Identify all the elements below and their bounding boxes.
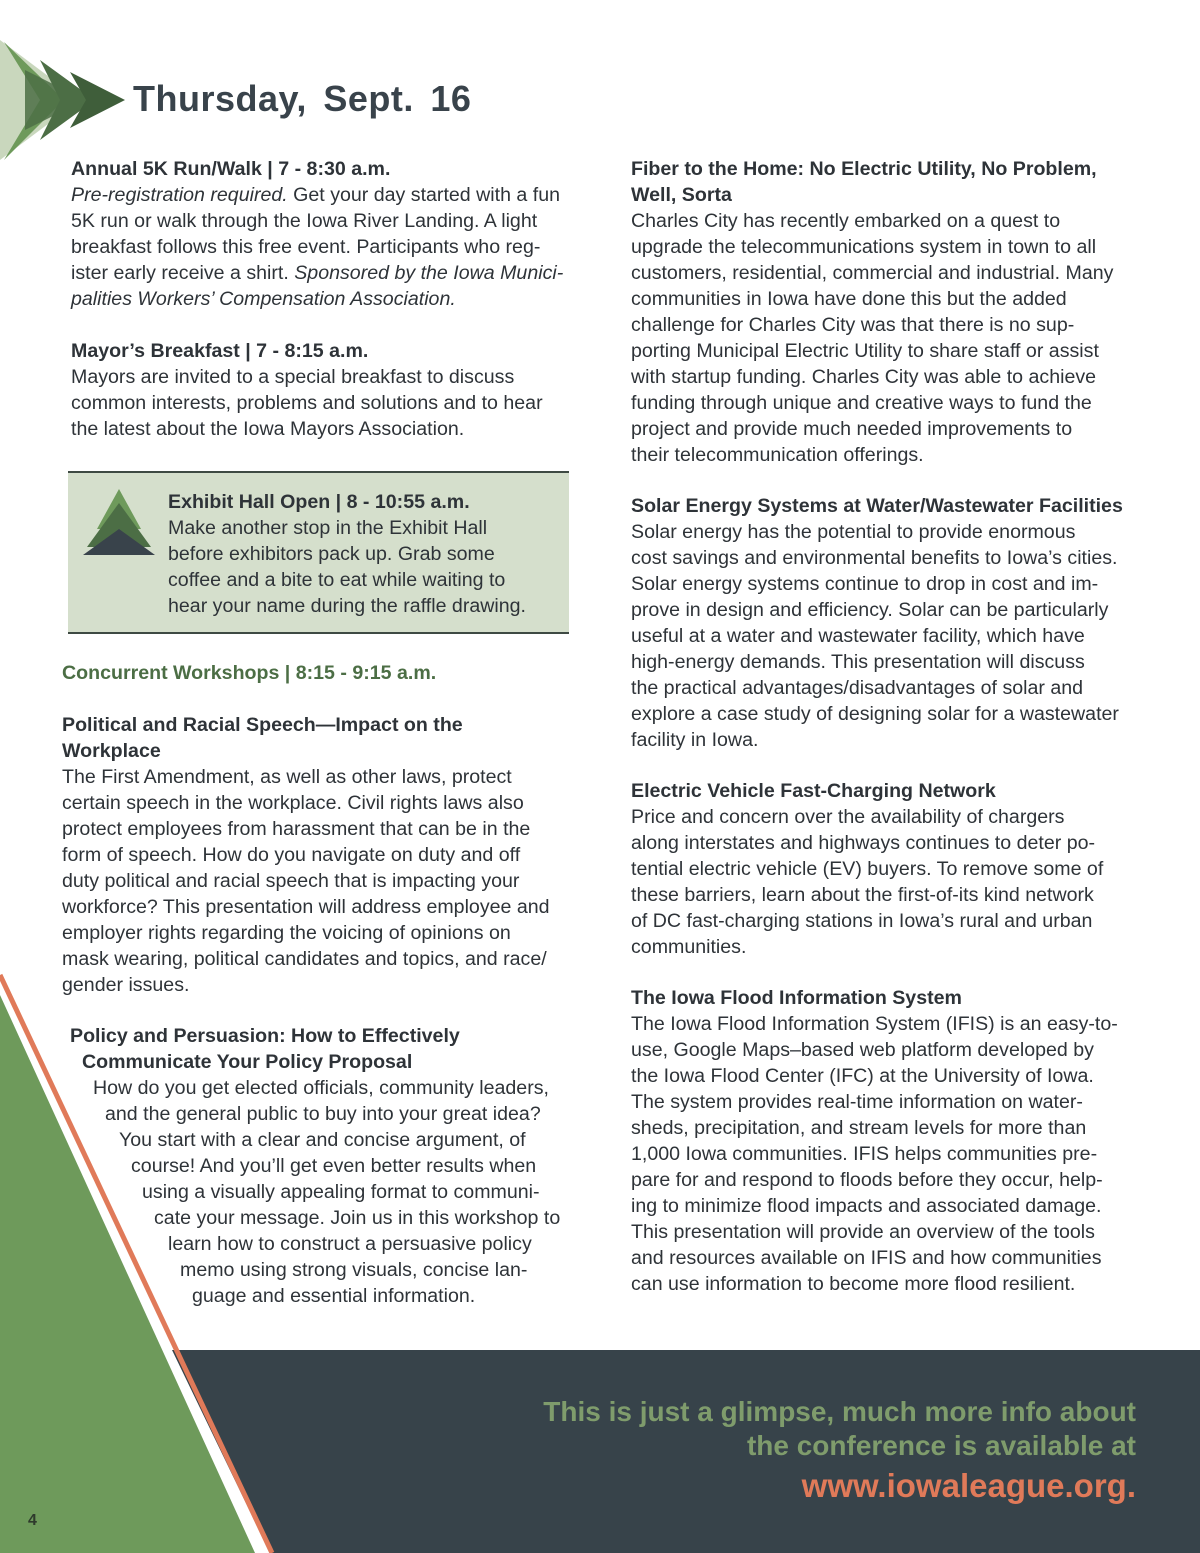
event-line: coffee and a bite to eat while waiting to xyxy=(168,569,506,591)
event-fiber-to-home xyxy=(631,156,1131,468)
event-line: the Iowa Flood Center (IFC) at the University of Iowa. xyxy=(631,1065,1094,1087)
prereg-note: Pre-registration required. xyxy=(71,184,288,206)
event-line: along interstates and highways continues to deter po- xyxy=(631,832,1096,854)
event-line xyxy=(71,260,571,286)
event-line: memo using strong visuals, concise lan- xyxy=(180,1259,528,1281)
event-title: Political and Racial Speech—Impact on the xyxy=(62,714,463,736)
event-line: communities in Iowa have done this but the added xyxy=(631,288,1067,310)
event-line: Charles City has recently embarked on a quest to xyxy=(631,210,1061,232)
event-title: Electric Vehicle Fast-Charging Network xyxy=(631,780,996,802)
event-line: mask wearing, political candidates and topics, and race/ xyxy=(62,948,547,970)
event-line: cate your message. Join us in this workshop to xyxy=(154,1207,561,1229)
event-line: The First Amendment, as well as other laws, protect xyxy=(62,766,512,788)
event-line: The Iowa Flood Information System (IFIS) is an easy-to- xyxy=(631,1013,1118,1035)
event-line: using a visually appealing format to communi- xyxy=(142,1181,540,1203)
event-line: upgrade the telecommunications system in town to all xyxy=(631,236,1097,258)
event-line: Make another stop in the Exhibit Hall xyxy=(168,517,488,539)
event-policy-persuasion xyxy=(70,1023,590,1309)
event-line: Solar energy systems continue to drop in cost and im- xyxy=(631,573,1099,595)
event-political-speech xyxy=(62,712,570,998)
event-line: guage and essential information. xyxy=(192,1285,476,1307)
event-line: certain speech in the workplace. Civil rights laws also xyxy=(62,792,524,814)
footer-info-line: the conference is available at xyxy=(746,1430,1136,1461)
event-line xyxy=(71,182,571,208)
event-line: hear your name during the raffle drawing. xyxy=(168,595,526,617)
event-line: employer rights regarding the voicing of opinions on xyxy=(62,922,511,944)
pine-tree-icon xyxy=(83,489,155,555)
event-line: Solar energy has the potential to provide enormous xyxy=(631,521,1076,543)
event-line: learn how to construct a persuasive policy xyxy=(168,1233,532,1255)
event-title: Annual 5K Run/Walk | 7 - 8:30 a.m. xyxy=(71,158,391,180)
event-line: sheds, precipitation, and stream levels for more than xyxy=(631,1117,1087,1139)
event-line: explore a case study of designing solar for a wastewater xyxy=(631,703,1119,725)
event-line: challenge for Charles City was that there is no sup- xyxy=(631,314,1075,336)
event-line: form of speech. How do you navigate on duty and off xyxy=(62,844,521,866)
event-line: common interests, problems and solutions and to hear xyxy=(71,392,543,414)
event-5k-run xyxy=(71,156,571,312)
section-heading: Concurrent Workshops | 8:15 - 9:15 a.m. xyxy=(62,662,437,684)
event-title: Fiber to the Home: No Electric Utility, No Problem, xyxy=(631,158,1097,180)
event-line: their telecommunication offerings. xyxy=(631,444,924,466)
page-title: Thursday, Sept. 16 xyxy=(133,78,472,119)
event-line: before exhibitors pack up. Grab some xyxy=(168,543,495,565)
event-line: project and provide much needed improvements to xyxy=(631,418,1073,440)
event-line: Price and concern over the availability of chargers xyxy=(631,806,1065,828)
event-flood-info-system xyxy=(631,985,1131,1297)
event-line: course! And you’ll get even better results when xyxy=(131,1155,537,1177)
event-title: The Iowa Flood Information System xyxy=(631,987,962,1009)
event-mayors-breakfast xyxy=(71,338,571,442)
event-line: communities. xyxy=(631,936,747,958)
event-line: The system provides real-time information on water- xyxy=(631,1091,1083,1113)
event-line: use, Google Maps–based web platform developed by xyxy=(631,1039,1094,1061)
sponsor-note: Sponsored by the Iowa Munici- xyxy=(294,262,564,284)
page-number: 4 xyxy=(28,1512,37,1529)
event-line: can use information to become more flood resilient. xyxy=(631,1273,1076,1295)
event-text: Get your day started with a fun xyxy=(287,184,560,206)
event-line: This presentation will provide an overview of the tools xyxy=(631,1221,1095,1243)
event-title: Policy and Persuasion: How to Effectively xyxy=(70,1025,460,1047)
event-line: breakfast follows this free event. Participants who reg- xyxy=(71,236,541,258)
event-line: funding through unique and creative ways to fund the xyxy=(631,392,1092,414)
event-line: the practical advantages/disadvantages of solar and xyxy=(631,677,1084,699)
event-line: facility in Iowa. xyxy=(631,729,759,751)
event-title: Exhibit Hall Open | 8 - 10:55 a.m. xyxy=(168,491,470,513)
event-line: ing to minimize flood impacts and associated damage. xyxy=(631,1195,1102,1217)
concurrent-workshops-heading xyxy=(62,660,562,686)
event-line: gender issues. xyxy=(62,974,190,996)
header-arrow-icon xyxy=(0,40,125,160)
event-title: Mayor’s Breakfast | 7 - 8:15 a.m. xyxy=(71,340,369,362)
event-line: duty political and racial speech that is impacting your xyxy=(62,870,520,892)
event-line: porting Municipal Electric Utility to share staff or assist xyxy=(631,340,1099,362)
footer-url-link[interactable]: www.iowaleague.org. xyxy=(801,1467,1136,1504)
event-line: tential electric vehicle (EV) buyers. To remove some of xyxy=(631,858,1104,880)
event-line: useful at a water and wastewater facility, which have xyxy=(631,625,1085,647)
event-line: protect employees from harassment that can be in the xyxy=(62,818,531,840)
event-title: Communicate Your Policy Proposal xyxy=(82,1051,413,1073)
event-line: with startup funding. Charles City was able to achieve xyxy=(631,366,1097,388)
event-line: cost savings and environmental benefits to Iowa’s cities. xyxy=(631,547,1118,569)
event-text: ister early receive a shirt. xyxy=(71,262,295,284)
event-line: and resources available on IFIS and how communities xyxy=(631,1247,1102,1269)
event-line: prove in design and efficiency. Solar can be particularly xyxy=(631,599,1109,621)
event-line: of DC fast-charging stations in Iowa’s rural and urban xyxy=(631,910,1093,932)
sponsor-note: palities Workers’ Compensation Association. xyxy=(71,288,456,310)
footer-glimpse-line: This is just a glimpse, much more info about xyxy=(543,1396,1136,1427)
event-title: Solar Energy Systems at Water/Wastewater Facilities xyxy=(631,495,1123,517)
event-ev-charging xyxy=(631,778,1131,960)
event-line: customers, residential, commercial and industrial. Many xyxy=(631,262,1114,284)
event-line: high-energy demands. This presentation will discuss xyxy=(631,651,1085,673)
event-line: 1,000 Iowa communities. IFIS helps communities pre- xyxy=(631,1143,1098,1165)
event-line: Mayors are invited to a special breakfast to discuss xyxy=(71,366,515,388)
event-solar-energy xyxy=(631,493,1136,753)
event-title: Well, Sorta xyxy=(631,184,732,206)
event-line: the latest about the Iowa Mayors Association. xyxy=(71,418,465,440)
exhibit-hall-callout xyxy=(68,471,569,634)
event-line: You start with a clear and concise argument, of xyxy=(119,1129,526,1151)
event-line: workforce? This presentation will address employee and xyxy=(62,896,550,918)
event-line: 5K run or walk through the Iowa River Landing. A light xyxy=(71,210,538,232)
event-line: these barriers, learn about the first-of-its kind network xyxy=(631,884,1094,906)
event-line: How do you get elected officials, community leaders, xyxy=(93,1077,549,1099)
event-title: Workplace xyxy=(62,740,161,762)
event-line: pare for and respond to floods before they occur, help- xyxy=(631,1169,1103,1191)
event-exhibit-hall xyxy=(168,489,563,619)
event-line: and the general public to buy into your great idea? xyxy=(105,1103,541,1125)
